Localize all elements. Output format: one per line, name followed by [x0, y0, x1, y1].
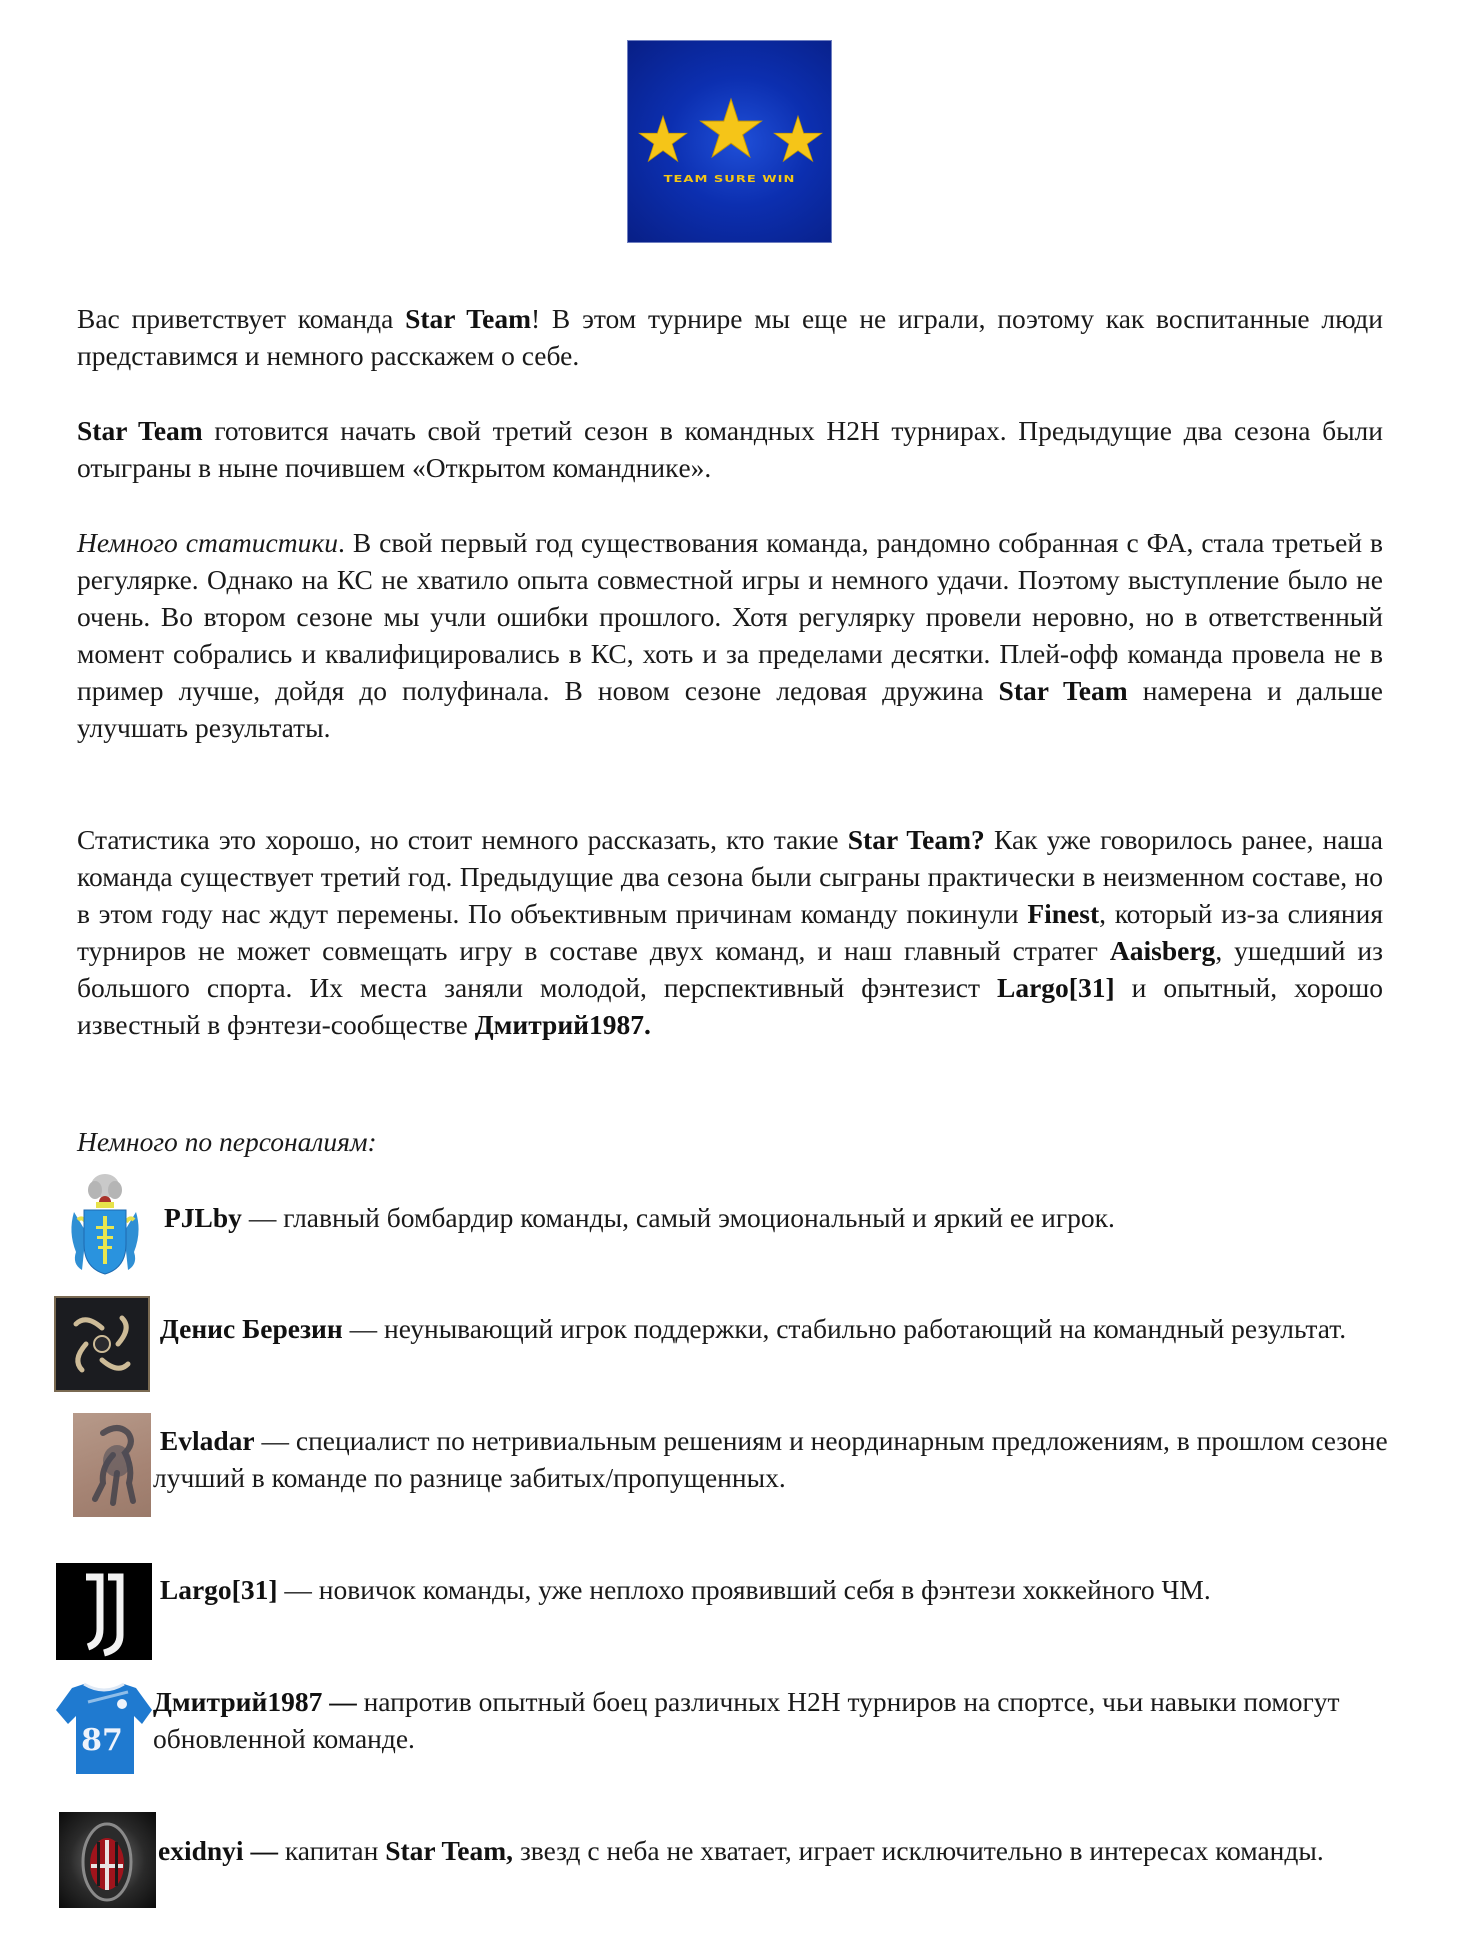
team-name: Star Team [998, 675, 1128, 706]
text: намерена и дальше улучшать результаты. [77, 675, 1383, 743]
player-desc: специалист по нетривиальным решениям и неординарным предложениям, в прошлом сезоне лучший в команде по разнице забитых/пропущенных. [153, 1425, 1388, 1493]
player-name: Finest [1027, 898, 1100, 929]
player-desc: напротив опытный боец различных H2H турниров на спортсе, чьи навыки помогут обновленной команде. [153, 1686, 1340, 1754]
player-description [153, 1310, 1413, 1347]
player-description [164, 1199, 1424, 1236]
player-name: Дмитрий1987. [474, 1009, 651, 1040]
svg-text:87: 87 [81, 1723, 123, 1758]
team-logo [627, 40, 832, 243]
milan-logo-icon [59, 1812, 156, 1908]
juventus-logo-icon [56, 1563, 152, 1660]
horse-tattoo-icon [73, 1413, 151, 1517]
logo-text: TEAM SURE WIN [663, 173, 796, 186]
text: Статистика это хорошо, но стоит немного рассказать, кто такие [77, 824, 848, 855]
intro-paragraph-2 [77, 412, 1383, 486]
dash [357, 1686, 364, 1717]
dash [278, 1835, 285, 1866]
statistics-paragraph [77, 524, 1383, 746]
text: Как уже говорилось ранее, наша команда существует третий год. Предыдущие два сезона были сыграны практически в неизменном составе, но в этом году нас ждут перемены. По объективным причинам команду покинули [77, 824, 1383, 929]
player-description [153, 1571, 1413, 1608]
team-name: Star Team? [847, 824, 985, 855]
player-description [158, 1832, 1418, 1869]
about-team-paragraph [77, 821, 1383, 1043]
text: и опытный, хорошо известный в фэнтези-сообществе [77, 972, 1384, 1040]
text: , который из-за слияния турниров не может совмещать игру в составе двух команд, и наш главный стратег [77, 898, 1383, 966]
jersey-87-icon [54, 1680, 153, 1775]
intro-paragraph-1 [77, 300, 1383, 374]
text: , ушедший из большого спорта. Их места заняли молодой, перспективный фэнтезист [77, 935, 1384, 1003]
three-stars-icon [628, 41, 833, 244]
player-name: Денис Березин [159, 1313, 343, 1344]
coat-of-arms-icon [68, 1172, 142, 1275]
player-name: exidnyi — [158, 1835, 278, 1866]
player-name: Largo[31] [159, 1574, 278, 1605]
dash: — [254, 1425, 296, 1456]
dash: — [277, 1574, 319, 1605]
dash: — [241, 1202, 284, 1233]
player-desc: звезд с неба не хватает, играет исключительно в интересах команды. [513, 1835, 1324, 1866]
team-name: Star Team [77, 415, 203, 446]
text: Вас приветствует команда [77, 303, 406, 334]
dash: — [342, 1313, 384, 1344]
text: ! В этом турнире мы еще не играли, поэтому как воспитанные люди представимся и немного расскажем о себе. [77, 303, 1383, 371]
player-desc: неунывающий игрок поддержки, стабильно работающий на командный результат. [383, 1313, 1347, 1344]
player-name: Evladar [159, 1425, 255, 1456]
player-desc: главный бомбардир команды, самый эмоциональный и яркий ее игрок. [283, 1202, 1115, 1233]
player-description [153, 1422, 1413, 1496]
player-name: Дмитрий1987 — [153, 1686, 357, 1717]
player-description [153, 1683, 1413, 1757]
personal-heading: Немного по персоналиям: [77, 1126, 377, 1157]
text: готовится начать свой третий сезон в командных H2H турнирах. Предыдущие два сезона были отыграны в ныне почившем «Открытом командникe». [77, 415, 1383, 483]
player-desc: новичок команды, уже неплохо проявивший себя в фэнтези хоккейного ЧМ. [318, 1574, 1211, 1605]
ninjas-logo-icon [54, 1296, 150, 1392]
player-name: Aaisberg [1109, 935, 1216, 966]
player-name: Largo[31] [997, 972, 1115, 1003]
statistics-label: Немного статистики [77, 527, 338, 558]
team-name: Star Team, [385, 1835, 514, 1866]
player-name: PJLby [164, 1202, 242, 1233]
team-name: Star Team [405, 303, 531, 334]
text: . В свой первый год существования команда, рандомно собранная с ФА, стала третьей в регулярке. Однако на КС не хватило опыта совместной игры и немного удачи. Поэтому выступление было не очень. Во втором сезоне мы учли ошибки прошлого. Хотя регулярку провели неровно, но в ответственный момент собрались и квалифицировались в КС, хоть и за пределами десятки. Плей-офф команда провела не в пример лучше, дойдя до полуфинала. В новом сезоне ледовая дружина [77, 527, 1383, 706]
text: капитан [284, 1835, 386, 1866]
